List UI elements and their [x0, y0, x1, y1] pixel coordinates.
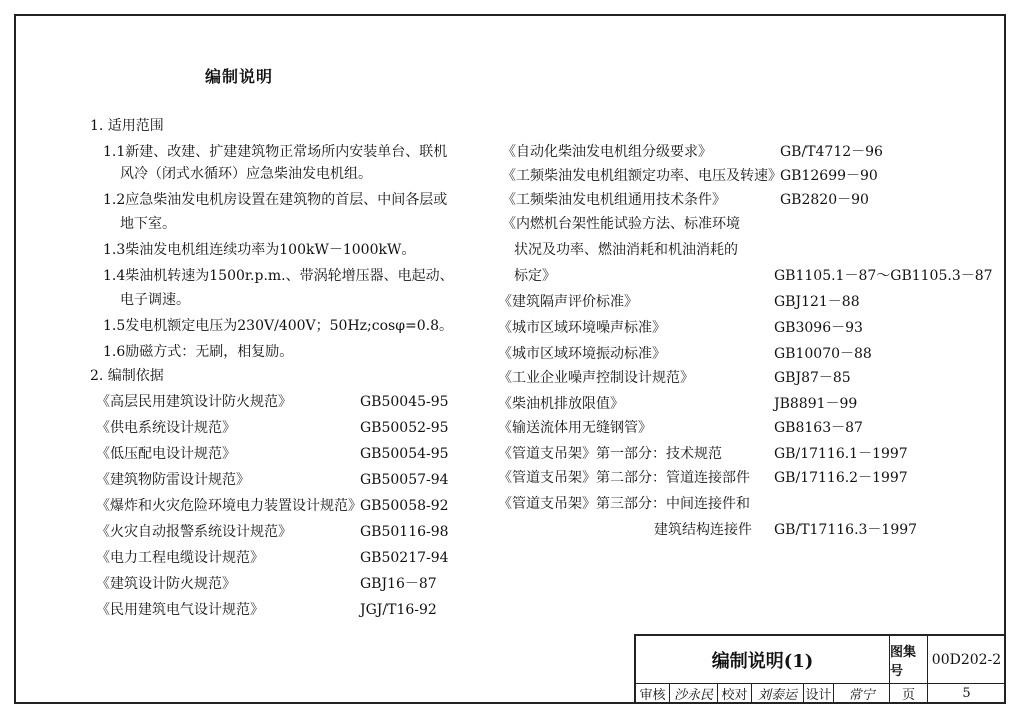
ref-name: 标定》	[514, 268, 556, 284]
ref-code: JGJ/T16-92	[360, 602, 437, 618]
ref-name: 《民用建筑电气设计规范》	[96, 602, 264, 618]
ref-code: GB50045-95	[360, 394, 449, 410]
ref-name: 《管道支吊架》第二部分：管道连接部件	[498, 470, 750, 486]
page-number: 5	[928, 684, 1006, 704]
text-line: 地下室。	[120, 216, 176, 232]
ref-name: 《工业企业噪声控制设计规范》	[498, 370, 694, 386]
review-label: 审核	[636, 684, 670, 704]
ref-code: JB8891－99	[774, 396, 858, 412]
ref-name: 《工频柴油发电机组额定功率、电压及转速》	[502, 168, 782, 184]
ref-code: GB50058-92	[360, 498, 449, 514]
ref-name: 《城市区域环境噪声标准》	[498, 320, 666, 336]
ref-name: 《爆炸和火灾危险环境电力装置设计规范》	[96, 498, 362, 514]
design-signature: 常宁	[834, 684, 890, 704]
title-block	[634, 634, 1006, 704]
ref-code: GB50217-94	[360, 550, 449, 566]
atlas-number: 00D202-2	[928, 636, 1006, 684]
text-line: 1.1新建、改建、扩建建筑物正常场所内安装单台、联机	[103, 144, 448, 160]
ref-code: GB/T4712－96	[780, 144, 883, 160]
text-line: 电子调速。	[120, 292, 190, 308]
text-line: 风冷（闭式水循环）应急柴油发电机组。	[120, 166, 372, 182]
ref-name: 《高层民用建筑设计防火规范》	[96, 394, 292, 410]
ref-name: 《工频柴油发电机组通用技术条件》	[502, 192, 726, 208]
section-2-title: 2. 编制依据	[90, 368, 164, 384]
ref-name: 《建筑隔声评价标准》	[498, 294, 638, 310]
ref-code: GB2820－90	[780, 192, 869, 208]
ref-code: GB50052-95	[360, 420, 449, 436]
atlas-label: 图集号	[890, 636, 928, 684]
page-heading: 编制说明	[205, 67, 274, 86]
text-line: 1.2应急柴油发电机房设置在建筑物的首层、中间各层或	[103, 192, 448, 208]
ref-code: GB1105.1－87～GB1105.3－87	[774, 268, 993, 284]
ref-name: 《管道支吊架》第一部分：技术规范	[498, 446, 722, 462]
ref-code: GBJ87－85	[774, 370, 851, 386]
ref-code: GB3096－93	[774, 320, 863, 336]
check-label: 校对	[718, 684, 752, 704]
ref-name: 《自动化柴油发电机组分级要求》	[502, 144, 712, 160]
review-signature: 沙永民	[670, 684, 718, 704]
ref-code: GB/T17116.3－1997	[774, 522, 918, 538]
ref-name: 《柴油机排放限值》	[498, 396, 624, 412]
sheet-title: 编制说明(1)	[636, 636, 890, 684]
ref-name: 《火灾自动报警系统设计规范》	[96, 524, 292, 540]
ref-code: GB12699－90	[780, 168, 878, 184]
ref-name: 《内燃机台架性能试验方法、标准环境	[502, 216, 740, 232]
ref-code: GB50054-95	[360, 446, 449, 462]
text-line: 1.4柴油机转速为1500r.p.m.、带涡轮增压器、电起动、	[103, 268, 454, 284]
text-line: 1.5发电机额定电压为230V/400V；50Hz;cosφ=0.8。	[103, 318, 454, 334]
ref-code: GB8163－87	[774, 420, 863, 436]
ref-name: 《管道支吊架》第三部分：中间连接件和	[498, 496, 750, 512]
page-label: 页	[890, 684, 928, 704]
ref-code: GB/17116.1－1997	[774, 446, 908, 462]
text-line: 1.6励磁方式：无刷，相复励。	[103, 344, 294, 360]
ref-name: 《低压配电设计规范》	[96, 446, 236, 462]
ref-code: GB50057-94	[360, 472, 449, 488]
ref-name: 建筑结构连接件	[654, 522, 752, 538]
section-1-title: 1. 适用范围	[90, 118, 164, 134]
ref-code: GB50116-98	[360, 524, 449, 540]
ref-code: GBJ16－87	[360, 576, 437, 592]
ref-name: 《建筑设计防火规范》	[96, 576, 236, 592]
check-signature: 刘泰运	[752, 684, 804, 704]
ref-name: 《建筑物防雷设计规范》	[96, 472, 250, 488]
ref-code: GB10070－88	[774, 346, 872, 362]
ref-code: GB/17116.2－1997	[774, 470, 908, 486]
ref-code: GBJ121－88	[774, 294, 860, 310]
ref-name: 《输送流体用无缝钢管》	[498, 420, 652, 436]
ref-name: 《城市区域环境振动标准》	[498, 346, 666, 362]
text-line: 1.3柴油发电机组连续功率为100kW－1000kW。	[103, 242, 416, 258]
design-label: 设计	[804, 684, 834, 704]
ref-name: 《供电系统设计规范》	[96, 420, 236, 436]
ref-name: 《电力工程电缆设计规范》	[96, 550, 264, 566]
ref-name: 状况及功率、燃油消耗和机油消耗的	[514, 242, 738, 258]
